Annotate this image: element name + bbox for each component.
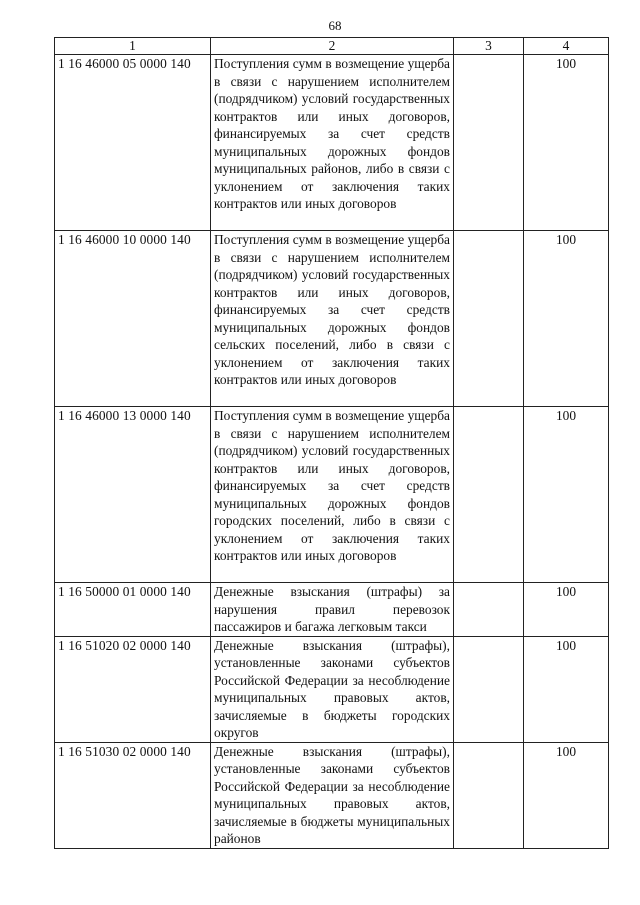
budget-code-cell: 1 16 46000 10 0000 140	[55, 231, 211, 407]
column-header-3: 3	[454, 38, 524, 55]
page-number: 68	[328, 18, 342, 33]
amount-cell: 100	[524, 55, 609, 231]
column-header-2: 2	[211, 38, 454, 55]
description-cell: Поступления сумм в возмещение ущерба в связи с нарушением исполнителем (подрядчиком) условий государственных контрактов или иных договоров, финансируемых за счет средств муниципальных дорожных фондов городских поселений, либо в связи с уклонением от заключения таких контрактов или иных договоров	[211, 407, 454, 583]
amount-cell: 100	[524, 583, 609, 637]
column-3-cell	[454, 636, 524, 742]
column-3-cell	[454, 231, 524, 407]
table-row	[55, 407, 609, 583]
table-row	[55, 636, 609, 742]
amount-cell: 100	[524, 742, 609, 848]
column-header-1: 1	[55, 38, 211, 55]
table-row	[55, 55, 609, 231]
description-cell: Поступления сумм в возмещение ущерба в связи с нарушением исполнителем (подрядчиком) условий государственных контрактов или иных договоров, финансируемых за счет средств муниципальных дорожных фондов муниципальных районов, либо в связи с уклонением от заключения таких контрактов или иных договоров	[211, 55, 454, 231]
description-cell: Денежные взыскания (штрафы), установленные законами субъектов Российской Федерации за несоблюдение муниципальных правовых актов, зачисляемые в бюджеты городских округов	[211, 636, 454, 742]
column-3-cell	[454, 407, 524, 583]
budget-table	[54, 37, 609, 849]
table-row	[55, 583, 609, 637]
table-header-row	[55, 38, 609, 55]
table-row	[55, 231, 609, 407]
amount-cell: 100	[524, 636, 609, 742]
table-row	[55, 742, 609, 848]
amount-cell: 100	[524, 231, 609, 407]
description-cell: Поступления сумм в возмещение ущерба в связи с нарушением исполнителем (подрядчиком) условий государственных контрактов или иных договоров, финансируемых за счет средств муниципальных дорожных фондов сельских поселений, либо в связи с уклонением от заключения таких контрактов или иных договоров	[211, 231, 454, 407]
description-cell: Денежные взыскания (штрафы) за нарушения правил перевозок пассажиров и багажа легковым такси	[211, 583, 454, 637]
budget-code-cell: 1 16 46000 13 0000 140	[55, 407, 211, 583]
budget-code-cell: 1 16 50000 01 0000 140	[55, 583, 211, 637]
description-cell: Денежные взыскания (штрафы), установленные законами субъектов Российской Федерации за несоблюдение муниципальных правовых актов, зачисляемые в бюджеты муниципальных районов	[211, 742, 454, 848]
column-3-cell	[454, 55, 524, 231]
budget-code-cell: 1 16 51030 02 0000 140	[55, 742, 211, 848]
budget-code-cell: 1 16 51020 02 0000 140	[55, 636, 211, 742]
column-header-4: 4	[524, 38, 609, 55]
column-3-cell	[454, 583, 524, 637]
amount-cell: 100	[524, 407, 609, 583]
budget-code-cell: 1 16 46000 05 0000 140	[55, 55, 211, 231]
column-3-cell	[454, 742, 524, 848]
